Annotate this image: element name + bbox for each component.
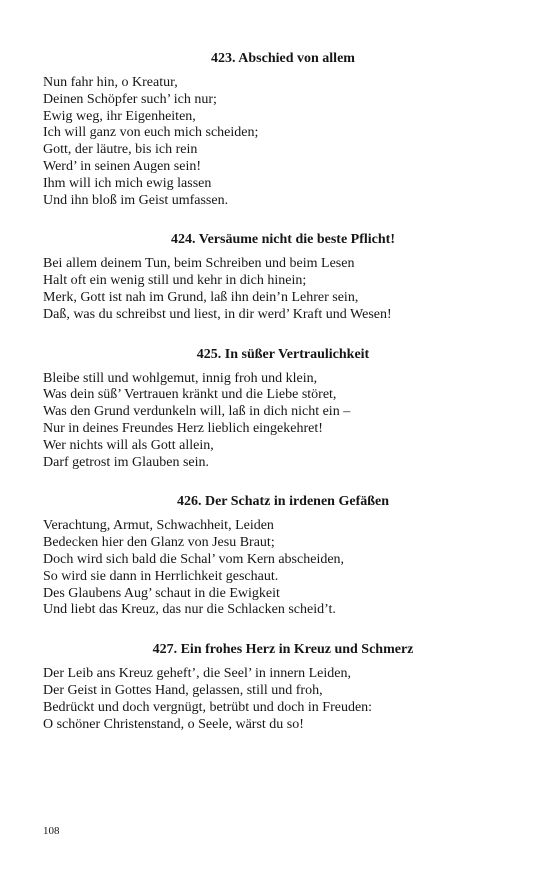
poem-line: Nur in deines Freundes Herz lieblich eingekehret! [43,420,323,436]
poem-line: Werd’ in seinen Augen sein! [43,158,202,174]
poem-423 [43,50,513,209]
poem-line: Gott, der läutre, bis ich rein [43,142,198,158]
poem-line: Deinen Schöpfer such’ ich nur; [43,91,217,107]
poem-line: Halt oft ein wenig still und kehr in dich hinein; [43,273,307,289]
poem-lines [43,518,513,619]
poem-lines [43,371,513,472]
poem-lines [43,256,513,323]
poem-title: 425. In süßer Vertraulichkeit [196,346,370,362]
page-body [43,50,513,733]
page-number: 108 [43,825,60,837]
poem-line: Nun fahr hin, o Kreatur, [43,75,178,90]
poem-line: So wird sie dann in Herrlichkeit geschaut. [43,568,279,584]
poem-line: Daß, was du schreibst und liest, in dir werd’ Kraft und Wesen! [43,306,392,322]
poem-line: O schöner Christenstand, o Seele, wärst du so! [43,716,304,732]
poem-line: Des Glaubens Aug’ schaut in die Ewigkeit [43,585,280,601]
poem-line: Der Geist in Gottes Hand, gelassen, still und froh, [43,682,323,698]
poem-line: Bleibe still und wohlgemut, innig froh und klein, [43,370,318,386]
poem-425 [43,346,513,472]
poem-line: Ich will ganz von euch mich scheiden; [43,125,259,141]
poem-title: 424. Versäume nicht die beste Pflicht! [171,232,395,248]
poem-line: Bedecken hier den Glanz von Jesu Braut; [43,535,275,551]
poem-line: Was den Grund verdunkeln will, laß in dich nicht ein – [43,404,351,420]
poem-line: Und liebt das Kreuz, das nur die Schlacken scheid’t. [43,602,336,618]
poem-line: Was dein süß’ Vertrauen kränkt und die Liebe störet, [43,387,337,403]
poem-line: Ihm will ich mich ewig lassen [43,175,212,191]
poem-line: Und ihn bloß im Geist umfassen. [43,192,229,208]
poem-lines [43,75,513,209]
poem-line: Bei allem deinem Tun, beim Schreiben und beim Lesen [43,256,355,272]
poem-426 [43,493,513,619]
poem-424 [43,231,513,323]
poem-title: 423. Abschied von allem [211,51,355,66]
poem-title: 427. Ein frohes Herz in Kreuz und Schmerz [152,642,414,658]
poem-427 [43,641,513,733]
poem-line: Der Leib ans Kreuz geheft’, die Seel’ in innern Leiden, [43,666,351,682]
poem-line: Merk, Gott ist nah im Grund, laß ihn dein’n Lehrer sein, [43,289,359,305]
poem-line: Ewig weg, ihr Eigenheiten, [43,108,196,124]
poem-line: Doch wird sich bald die Schal’ vom Kern abscheiden, [43,551,345,567]
poem-line: Bedrückt und doch vergnügt, betrübt und doch in Freuden: [43,699,373,715]
poem-lines [43,666,513,733]
poem-line: Darf getrost im Glauben sein. [43,454,210,470]
poem-line: Wer nichts will als Gott allein, [43,437,214,453]
poem-title: 426. Der Schatz in irdenen Gefäßen [176,494,390,510]
poem-line: Verachtung, Armut, Schwachheit, Leiden [43,518,274,534]
